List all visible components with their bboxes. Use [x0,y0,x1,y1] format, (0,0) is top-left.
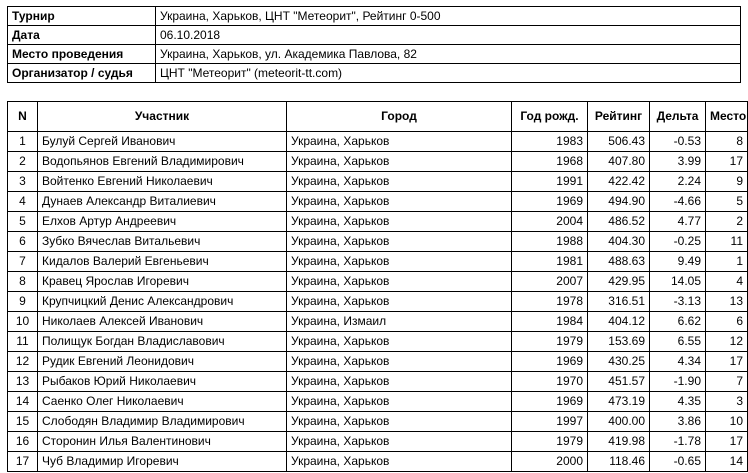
city: Украина, Харьков [287,212,512,232]
participant-name: Войтенко Евгений Николаевич [38,172,287,192]
rating: 506.43 [588,132,650,152]
birth-year: 1969 [512,352,588,372]
participant-name: Рудик Евгений Леонидович [38,352,287,372]
table-row [8,452,748,472]
rating: 118.46 [588,452,650,472]
birth-year: 1979 [512,332,588,352]
participant-name: Чуб Владимир Игоревич [38,452,287,472]
header-place: Место [706,102,748,132]
city: Украина, Харьков [287,172,512,192]
birth-year: 1969 [512,192,588,212]
rating: 419.98 [588,432,650,452]
birth-year: 1983 [512,132,588,152]
tournament-info-table [7,6,741,83]
city: Украина, Харьков [287,272,512,292]
city: Украина, Харьков [287,432,512,452]
table-row [8,152,748,172]
table-row [8,232,748,252]
rating: 404.30 [588,232,650,252]
delta: 2.24 [650,172,706,192]
delta: 6.62 [650,312,706,332]
participant-name: Зубко Вячеслав Витальевич [38,232,287,252]
city: Украина, Харьков [287,252,512,272]
rating: 316.51 [588,292,650,312]
birth-year: 2007 [512,272,588,292]
place: 1 [706,252,748,272]
row-number: 3 [8,172,38,192]
row-number: 17 [8,452,38,472]
info-value: Украина, Харьков, ЦНТ "Метеорит", Рейтинг 0-500 [156,7,741,26]
participant-name: Саенко Олег Николаевич [38,392,287,412]
birth-year: 2000 [512,452,588,472]
delta: -3.13 [650,292,706,312]
participant-name: Николаев Алексей Иванович [38,312,287,332]
row-number: 11 [8,332,38,352]
rating: 430.25 [588,352,650,372]
city: Украина, Харьков [287,232,512,252]
header-birth-year: Год рожд. [512,102,588,132]
city: Украина, Харьков [287,152,512,172]
place: 12 [706,332,748,352]
place: 8 [706,132,748,152]
results-header-row [8,102,748,132]
row-number: 4 [8,192,38,212]
rating: 422.42 [588,172,650,192]
results-table [7,101,748,472]
header-participant: Участник [38,102,287,132]
delta: -0.25 [650,232,706,252]
info-label: Турнир [8,7,156,26]
table-row [8,132,748,152]
place: 10 [706,412,748,432]
delta: 3.86 [650,412,706,432]
city: Украина, Харьков [287,132,512,152]
rating: 429.95 [588,272,650,292]
row-number: 9 [8,292,38,312]
place: 17 [706,352,748,372]
header-rating: Рейтинг [588,102,650,132]
birth-year: 1968 [512,152,588,172]
row-number: 8 [8,272,38,292]
city: Украина, Харьков [287,332,512,352]
delta: -4.66 [650,192,706,212]
birth-year: 1969 [512,392,588,412]
header-number: N [8,102,38,132]
birth-year: 2004 [512,212,588,232]
place: 11 [706,232,748,252]
row-number: 14 [8,392,38,412]
participant-name: Сторонин Илья Валентинович [38,432,287,452]
row-number: 12 [8,352,38,372]
info-row-tournament [8,7,741,26]
city: Украина, Харьков [287,452,512,472]
table-row [8,292,748,312]
place: 14 [706,452,748,472]
rating: 473.19 [588,392,650,412]
results-body [8,132,748,472]
participant-name: Елхов Артур Андреевич [38,212,287,232]
table-row [8,372,748,392]
place: 4 [706,272,748,292]
participant-name: Слободян Владимир Владимирович [38,412,287,432]
birth-year: 1981 [512,252,588,272]
table-row [8,332,748,352]
rating: 488.63 [588,252,650,272]
row-number: 15 [8,412,38,432]
rating: 451.57 [588,372,650,392]
table-row [8,312,748,332]
info-value: 06.10.2018 [156,26,741,45]
delta: -1.78 [650,432,706,452]
participant-name: Кравец Ярослав Игоревич [38,272,287,292]
birth-year: 1988 [512,232,588,252]
table-row [8,392,748,412]
delta: 3.99 [650,152,706,172]
table-row [8,272,748,292]
place: 3 [706,392,748,412]
place: 13 [706,292,748,312]
table-row [8,412,748,432]
city: Украина, Харьков [287,412,512,432]
birth-year: 1991 [512,172,588,192]
row-number: 1 [8,132,38,152]
participant-name: Рыбаков Юрий Николаевич [38,372,287,392]
birth-year: 1984 [512,312,588,332]
info-value: ЦНТ "Метеорит" (meteorit-tt.com) [156,64,741,83]
city: Украина, Харьков [287,292,512,312]
rating: 494.90 [588,192,650,212]
table-row [8,172,748,192]
delta: 6.55 [650,332,706,352]
city: Украина, Измаил [287,312,512,332]
place: 17 [706,152,748,172]
delta: 9.49 [650,252,706,272]
table-row [8,432,748,452]
header-delta: Дельта [650,102,706,132]
place: 9 [706,172,748,192]
place: 17 [706,432,748,452]
delta: 4.34 [650,352,706,372]
delta: 4.77 [650,212,706,232]
table-row [8,352,748,372]
participant-name: Кидалов Валерий Евгеньевич [38,252,287,272]
delta: -1.90 [650,372,706,392]
birth-year: 1997 [512,412,588,432]
rating: 400.00 [588,412,650,432]
row-number: 2 [8,152,38,172]
city: Украина, Харьков [287,372,512,392]
info-row-organizer [8,64,741,83]
place: 2 [706,212,748,232]
place: 5 [706,192,748,212]
rating: 153.69 [588,332,650,352]
participant-name: Дунаев Александр Виталиевич [38,192,287,212]
row-number: 6 [8,232,38,252]
row-number: 16 [8,432,38,452]
row-number: 5 [8,212,38,232]
info-label: Место проведения [8,45,156,64]
delta: 4.35 [650,392,706,412]
info-value: Украина, Харьков, ул. Академика Павлова, 82 [156,45,741,64]
table-row [8,252,748,272]
participant-name: Крупчицкий Денис Александрович [38,292,287,312]
participant-name: Булуй Сергей Иванович [38,132,287,152]
row-number: 7 [8,252,38,272]
city: Украина, Харьков [287,352,512,372]
delta: 14.05 [650,272,706,292]
participant-name: Водопьянов Евгений Владимирович [38,152,287,172]
delta: -0.65 [650,452,706,472]
rating: 404.12 [588,312,650,332]
place: 7 [706,372,748,392]
birth-year: 1979 [512,432,588,452]
info-row-date [8,26,741,45]
delta: -0.53 [650,132,706,152]
rating: 407.80 [588,152,650,172]
row-number: 10 [8,312,38,332]
table-row [8,192,748,212]
rating: 486.52 [588,212,650,232]
participant-name: Полищук Богдан Владиславович [38,332,287,352]
birth-year: 1978 [512,292,588,312]
place: 6 [706,312,748,332]
table-row [8,212,748,232]
city: Украина, Харьков [287,392,512,412]
city: Украина, Харьков [287,192,512,212]
header-city: Город [287,102,512,132]
row-number: 13 [8,372,38,392]
info-label: Дата [8,26,156,45]
birth-year: 1970 [512,372,588,392]
info-row-venue [8,45,741,64]
info-label: Организатор / судья [8,64,156,83]
